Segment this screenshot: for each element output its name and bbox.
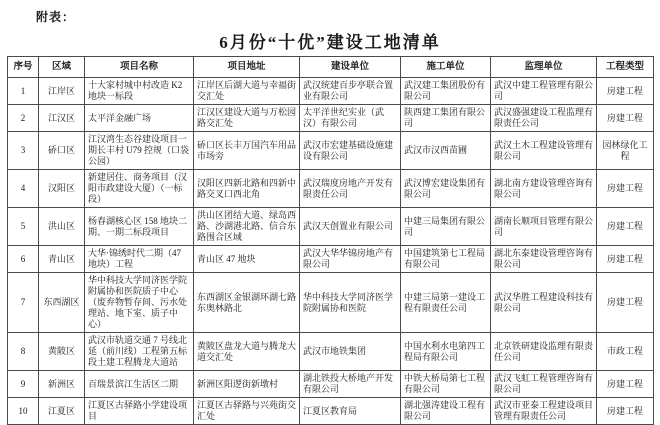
cell-project-type: 房建工程 <box>597 78 654 105</box>
cell-project-address: 硚口区长丰万国汽车用品市场旁 <box>194 132 300 170</box>
cell-serial-number: 3 <box>8 132 39 170</box>
header-district: 区域 <box>39 57 85 78</box>
page-title: 6月份“十优”建设工地清单 <box>219 33 441 52</box>
cell-supervisor: 湖北东泰建设管理咨询有限公司 <box>491 246 597 273</box>
cell-project-address: 江岸区后湖大道与幸福街交汇处 <box>194 78 300 105</box>
cell-serial-number: 7 <box>8 273 39 333</box>
cell-district: 新洲区 <box>39 371 85 398</box>
header-project-type: 工程类型 <box>597 57 654 78</box>
cell-supervisor: 武汉飞虹工程管理咨询有限公司 <box>491 371 597 398</box>
cell-project-type: 市政工程 <box>597 333 654 371</box>
cell-serial-number: 4 <box>8 170 39 208</box>
cell-district: 汉阳区 <box>39 170 85 208</box>
table-body <box>8 78 654 425</box>
cell-supervisor: 湖北南方建设管理咨询有限公司 <box>491 170 597 208</box>
cell-project-address: 黄陂区盘龙大道与腾龙大道交汇处 <box>194 333 300 371</box>
cell-project-address: 东西湖区金银湖环湖七路东奥林路北 <box>194 273 300 333</box>
header-row <box>8 57 654 78</box>
cell-serial-number: 1 <box>8 78 39 105</box>
cell-supervisor: 北京铁研建设监理有限责任公司 <box>491 333 597 371</box>
table-row <box>8 398 654 425</box>
cell-serial-number: 10 <box>8 398 39 425</box>
cell-supervisor: 武汉盛强建设工程监理有限责任公司 <box>491 105 597 132</box>
cell-project-type: 房建工程 <box>597 273 654 333</box>
cell-project-type: 房建工程 <box>597 398 654 425</box>
header-supervisor: 监理单位 <box>491 57 597 78</box>
table-row <box>8 333 654 371</box>
cell-construction-owner: 武汉瑞度房地产开发有限责任公司 <box>300 170 401 208</box>
construction-sites-table <box>7 56 654 425</box>
cell-project-name: 杨春湖核心区 158 地块二期、一期二标段项目 <box>85 208 194 246</box>
attachment-label: 附表： <box>36 10 76 24</box>
header-construction-owner: 建设单位 <box>300 57 401 78</box>
cell-project-type: 房建工程 <box>597 371 654 398</box>
cell-project-name: 大华·锦绣时代二期（47 地块）工程 <box>85 246 194 273</box>
cell-construction-owner: 江夏区教育局 <box>300 398 401 425</box>
cell-project-name: 新建居住、商务项目（汉阳市政建设大厦）（一标段） <box>85 170 194 208</box>
table-row <box>8 246 654 273</box>
cell-project-type: 房建工程 <box>597 170 654 208</box>
cell-district: 洪山区 <box>39 208 85 246</box>
cell-project-name: 华中科技大学同济医学院附属协和医院质子中心（废弃物暂存间、污水处理站、地下室、质子中心） <box>85 273 194 333</box>
cell-district: 东西湖区 <box>39 273 85 333</box>
cell-contractor: 中建三局第一建设工程有限责任公司 <box>401 273 491 333</box>
cell-district: 黄陂区 <box>39 333 85 371</box>
cell-project-address: 新洲区阳逻街新墩村 <box>194 371 300 398</box>
cell-contractor: 湖北强涛建设工程有限公司 <box>401 398 491 425</box>
cell-construction-owner: 武汉统建百步亭联合置业有限公司 <box>300 78 401 105</box>
cell-contractor: 武汉市汉西苗圃 <box>401 132 491 170</box>
cell-serial-number: 9 <box>8 371 39 398</box>
cell-project-type: 房建工程 <box>597 105 654 132</box>
cell-contractor: 中国水利水电第四工程局有限公司 <box>401 333 491 371</box>
cell-contractor: 武汉建工集团股份有限公司 <box>401 78 491 105</box>
cell-supervisor: 湖南长顺项目管理有限公司 <box>491 208 597 246</box>
table-row <box>8 208 654 246</box>
cell-contractor: 武汉博宏建设集团有限公司 <box>401 170 491 208</box>
cell-serial-number: 2 <box>8 105 39 132</box>
cell-serial-number: 5 <box>8 208 39 246</box>
cell-project-name: 十大家村城中村改造 K2 地块一标段 <box>85 78 194 105</box>
cell-supervisor: 武汉华胜工程建设科技有限公司 <box>491 273 597 333</box>
table-row <box>8 371 654 398</box>
cell-project-address: 江汉区建设大道与万松园路交汇处 <box>194 105 300 132</box>
cell-construction-owner: 华中科技大学同济医学院附属协和医院 <box>300 273 401 333</box>
cell-construction-owner: 武汉大华华锦房地产有限公司 <box>300 246 401 273</box>
cell-district: 江岸区 <box>39 78 85 105</box>
table-row <box>8 273 654 333</box>
cell-project-address: 洪山区团结大道、绿岛西路、沙湖港北路、信合东路围合区域 <box>194 208 300 246</box>
cell-project-name: 江汉湾生态谷建设项目一期长丰村 U79 控规（口袋公园） <box>85 132 194 170</box>
cell-district: 江汉区 <box>39 105 85 132</box>
cell-serial-number: 8 <box>8 333 39 371</box>
cell-construction-owner: 武汉天创置业有限公司 <box>300 208 401 246</box>
cell-district: 江夏区 <box>39 398 85 425</box>
header-project-name: 项目名称 <box>85 57 194 78</box>
header-contractor: 施工单位 <box>401 57 491 78</box>
cell-contractor: 中铁大桥局第七工程有限公司 <box>401 371 491 398</box>
cell-serial-number: 6 <box>8 246 39 273</box>
cell-project-type: 园林绿化工程 <box>597 132 654 170</box>
cell-district: 青山区 <box>39 246 85 273</box>
header-project-address: 项目地址 <box>194 57 300 78</box>
cell-project-name: 武汉市轨道交通 7 号线北延（前川线）工程第五标段土建工程腾龙大道站 <box>85 333 194 371</box>
cell-construction-owner: 武汉市宏建基础设施建设有限公司 <box>300 132 401 170</box>
header-serial-number: 序号 <box>8 57 39 78</box>
cell-construction-owner: 太平洋世纪实业（武汉）有限公司 <box>300 105 401 132</box>
cell-supervisor: 武汉市亚泰工程建设项目管理有限责任公司 <box>491 398 597 425</box>
cell-contractor: 中建三局集团有限公司 <box>401 208 491 246</box>
table-row <box>8 132 654 170</box>
cell-construction-owner: 武汉市地铁集团 <box>300 333 401 371</box>
cell-contractor: 中国建筑第七工程局有限公司 <box>401 246 491 273</box>
cell-project-type: 房建工程 <box>597 246 654 273</box>
table-header <box>8 57 654 78</box>
cell-supervisor: 武汉土木工程建设管理有限公司 <box>491 132 597 170</box>
cell-district: 硚口区 <box>39 132 85 170</box>
cell-contractor: 陕西建工集团有限公司 <box>401 105 491 132</box>
cell-project-address: 青山区 47 地块 <box>194 246 300 273</box>
table-row <box>8 170 654 208</box>
cell-project-name: 百瑞景滨江生活区二期 <box>85 371 194 398</box>
cell-project-type: 房建工程 <box>597 208 654 246</box>
cell-supervisor: 武汉中建工程管理有限公司 <box>491 78 597 105</box>
cell-project-address: 汉阳区四新北路和四新中路交叉口西北角 <box>194 170 300 208</box>
table-row <box>8 78 654 105</box>
cell-construction-owner: 湖北铁投大桥地产开发有限公司 <box>300 371 401 398</box>
table-row <box>8 105 654 132</box>
cell-project-name: 江夏区古驿路小学建设项目 <box>85 398 194 425</box>
cell-project-name: 太平洋金融广场 <box>85 105 194 132</box>
cell-project-address: 江夏区古驿路与兴苑街交汇处 <box>194 398 300 425</box>
